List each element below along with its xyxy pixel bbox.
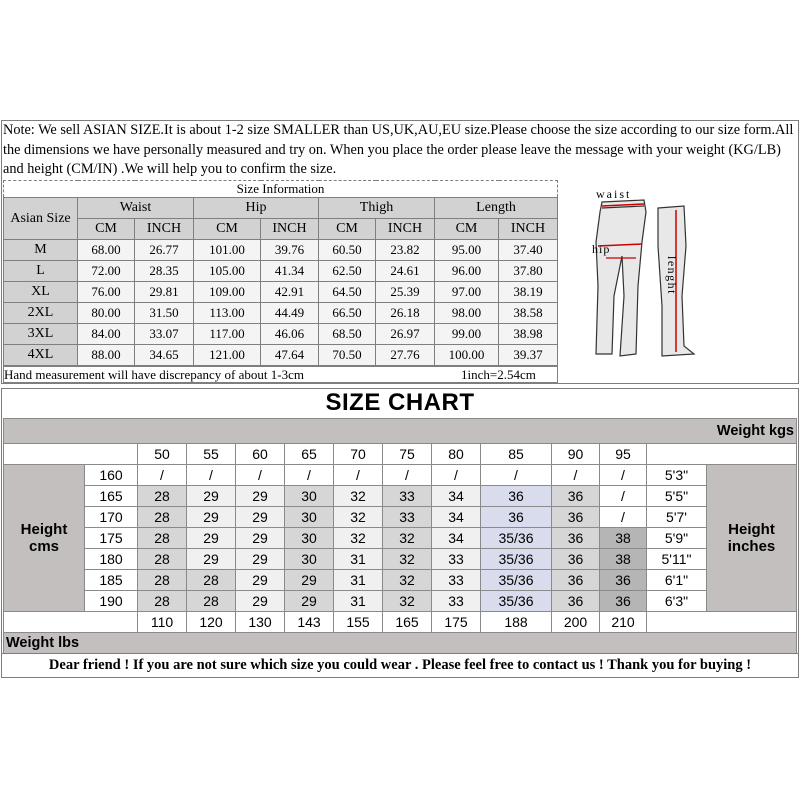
size-cell: 34 [432, 528, 481, 549]
weight-lbs-cell: 188 [481, 612, 552, 633]
size-cell: / [334, 465, 383, 486]
size-cell: / [285, 465, 334, 486]
size-value: 39.76 [261, 240, 319, 261]
weight-lbs-cell: 143 [285, 612, 334, 633]
size-value: 105.00 [194, 261, 261, 282]
weight-lbs-cell: 210 [600, 612, 647, 633]
weight-kgs-header: Weight kgs [4, 419, 797, 444]
hip-label: hip [592, 242, 611, 256]
size-cell: / [600, 465, 647, 486]
size-cell: 30 [285, 528, 334, 549]
size-cell: 28 [138, 570, 187, 591]
size-value: 72.00 [78, 261, 135, 282]
size-value: 84.00 [78, 324, 135, 345]
size-cell: 28 [138, 486, 187, 507]
size-cell: 36 [552, 486, 600, 507]
size-cell: 32 [383, 570, 432, 591]
contact-message: Dear friend ! If you are not sure which size you could wear . Please feel free to contact us ! Thank you for buying ! [1, 653, 799, 678]
size-cell: 29 [187, 486, 236, 507]
height-cm-cell: 180 [85, 549, 138, 570]
size-value: 98.00 [435, 303, 499, 324]
weight-lbs-cell: 165 [383, 612, 432, 633]
height-row [4, 570, 797, 591]
size-value: 76.00 [78, 282, 135, 303]
weight-kg-cell: 75 [383, 444, 432, 465]
size-cell: 29 [285, 591, 334, 612]
size-cell: / [383, 465, 432, 486]
size-cell: 29 [236, 549, 285, 570]
size-value: 95.00 [435, 240, 499, 261]
corner-cell [647, 612, 797, 633]
height-inch-cell: 5'5" [647, 486, 707, 507]
height-inches-label [707, 465, 797, 612]
size-cell: 29 [236, 486, 285, 507]
size-cell: 28 [138, 549, 187, 570]
size-value: 28.35 [135, 261, 194, 282]
weight-lbs-header: Weight lbs [4, 633, 797, 654]
size-value: 34.65 [135, 345, 194, 366]
size-value: 27.76 [376, 345, 435, 366]
weight-kg-cell: 85 [481, 444, 552, 465]
size-information-table [3, 180, 558, 366]
unit-header: CM [194, 219, 261, 240]
weight-kg-cell: 50 [138, 444, 187, 465]
size-label: M [4, 240, 78, 261]
size-label: 3XL [4, 324, 78, 345]
hand-measurement-note: Hand measurement will have discrepancy of about 1-3cm [4, 367, 304, 382]
size-cell: 36 [552, 549, 600, 570]
size-cell: 36 [552, 570, 600, 591]
size-value: 38.19 [499, 282, 558, 303]
size-cell: 29 [236, 570, 285, 591]
size-cell: 29 [187, 507, 236, 528]
size-cell: 31 [334, 591, 383, 612]
unit-header: CM [319, 219, 376, 240]
size-label: XL [4, 282, 78, 303]
size-row [4, 345, 558, 366]
corner-cell [4, 444, 138, 465]
size-cell: 29 [236, 528, 285, 549]
size-cell: 38 [600, 528, 647, 549]
size-value: 33.07 [135, 324, 194, 345]
inch-conversion-note: 1inch=2.54cm [461, 367, 536, 382]
size-cell: 36 [600, 591, 647, 612]
size-cell: 28 [187, 570, 236, 591]
size-cell: / [600, 486, 647, 507]
size-cell: 30 [285, 549, 334, 570]
size-cell: 36 [552, 591, 600, 612]
weight-lbs-cell: 120 [187, 612, 236, 633]
unit-header: INCH [261, 219, 319, 240]
unit-header: CM [78, 219, 135, 240]
size-value: 70.50 [319, 345, 376, 366]
size-label: 4XL [4, 345, 78, 366]
height-row [4, 465, 797, 486]
pants-measurement-diagram [566, 186, 796, 364]
size-value: 60.50 [319, 240, 376, 261]
size-cell: 35/36 [481, 570, 552, 591]
height-inch-cell: 5'3" [647, 465, 707, 486]
size-value: 47.64 [261, 345, 319, 366]
size-cell: 32 [383, 549, 432, 570]
height-cms-line1: Height [20, 521, 68, 538]
length-label: lenght [665, 256, 679, 295]
length-header: Length [435, 198, 558, 219]
size-cell: 36 [552, 528, 600, 549]
height-cm-cell: 165 [85, 486, 138, 507]
size-row [4, 303, 558, 324]
size-value: 109.00 [194, 282, 261, 303]
unit-header: INCH [135, 219, 194, 240]
size-row [4, 324, 558, 345]
size-cell: 34 [432, 507, 481, 528]
size-cell: / [236, 465, 285, 486]
size-cell: / [600, 507, 647, 528]
size-value: 121.00 [194, 345, 261, 366]
size-cell: 28 [187, 591, 236, 612]
kg-row [4, 444, 797, 465]
asian-size-header: Asian Size [4, 198, 78, 240]
height-cm-cell: 185 [85, 570, 138, 591]
size-cell: / [481, 465, 552, 486]
size-value: 39.37 [499, 345, 558, 366]
size-chart-table [3, 418, 797, 654]
size-value: 96.00 [435, 261, 499, 282]
size-cell: 35/36 [481, 591, 552, 612]
size-value: 26.18 [376, 303, 435, 324]
height-cm-cell: 175 [85, 528, 138, 549]
unit-header: INCH [376, 219, 435, 240]
size-cell: 28 [138, 591, 187, 612]
weight-lbs-cell: 155 [334, 612, 383, 633]
size-cell: 33 [383, 486, 432, 507]
size-value: 24.61 [376, 261, 435, 282]
size-cell: 31 [334, 570, 383, 591]
size-row [4, 261, 558, 282]
size-value: 101.00 [194, 240, 261, 261]
size-cell: 35/36 [481, 528, 552, 549]
size-cell: 29 [236, 507, 285, 528]
size-label: 2XL [4, 303, 78, 324]
weight-lbs-cell: 110 [138, 612, 187, 633]
size-cell: 35/36 [481, 549, 552, 570]
pants-front-icon [596, 200, 646, 356]
size-value: 100.00 [435, 345, 499, 366]
size-cell: 29 [236, 591, 285, 612]
height-row [4, 528, 797, 549]
size-cell: 32 [334, 507, 383, 528]
hip-header: Hip [194, 198, 319, 219]
size-cell: 30 [285, 486, 334, 507]
size-value: 25.39 [376, 282, 435, 303]
size-value: 64.50 [319, 282, 376, 303]
size-cell: 32 [334, 528, 383, 549]
size-cell: 32 [383, 528, 432, 549]
size-cell: 29 [187, 549, 236, 570]
size-value: 117.00 [194, 324, 261, 345]
weight-kg-cell: 60 [236, 444, 285, 465]
weight-kg-cell: 95 [600, 444, 647, 465]
height-inch-cell: 6'3" [647, 591, 707, 612]
size-value: 68.00 [78, 240, 135, 261]
size-cell: 29 [187, 528, 236, 549]
size-cell: 33 [432, 591, 481, 612]
corner-cell [4, 612, 138, 633]
size-cell: 32 [383, 591, 432, 612]
size-value: 29.81 [135, 282, 194, 303]
height-inches-line1: Height [728, 521, 775, 538]
size-cell: 31 [334, 549, 383, 570]
size-value: 38.98 [499, 324, 558, 345]
size-value: 88.00 [78, 345, 135, 366]
size-cell: 36 [481, 507, 552, 528]
size-cell: 33 [383, 507, 432, 528]
height-inch-cell: 5'9" [647, 528, 707, 549]
corner-cell [647, 444, 797, 465]
height-cms-line2: cms [28, 538, 60, 555]
unit-header: INCH [499, 219, 558, 240]
size-row [4, 282, 558, 303]
height-inch-cell: 5'7' [647, 507, 707, 528]
size-value: 23.82 [376, 240, 435, 261]
size-value: 99.00 [435, 324, 499, 345]
weight-kg-cell: 70 [334, 444, 383, 465]
weight-lbs-cell: 130 [236, 612, 285, 633]
weight-kg-cell: 65 [285, 444, 334, 465]
size-cell: 36 [481, 486, 552, 507]
height-row [4, 549, 797, 570]
size-cell: 29 [285, 570, 334, 591]
size-cell: 36 [600, 570, 647, 591]
size-value: 26.77 [135, 240, 194, 261]
height-row [4, 591, 797, 612]
size-value: 68.50 [319, 324, 376, 345]
weight-lbs-cell: 200 [552, 612, 600, 633]
height-cm-cell: 170 [85, 507, 138, 528]
height-row [4, 486, 797, 507]
size-value: 44.49 [261, 303, 319, 324]
size-value: 42.91 [261, 282, 319, 303]
height-inch-cell: 6'1" [647, 570, 707, 591]
height-cm-cell: 160 [85, 465, 138, 486]
thigh-header: Thigh [319, 198, 435, 219]
unit-header: CM [435, 219, 499, 240]
size-value: 113.00 [194, 303, 261, 324]
unit-row [4, 219, 558, 240]
size-value: 62.50 [319, 261, 376, 282]
size-value: 97.00 [435, 282, 499, 303]
size-value: 37.40 [499, 240, 558, 261]
size-cell: / [187, 465, 236, 486]
size-cell: / [552, 465, 600, 486]
size-value: 26.97 [376, 324, 435, 345]
size-value: 31.50 [135, 303, 194, 324]
size-value: 66.50 [319, 303, 376, 324]
height-inch-cell: 5'11" [647, 549, 707, 570]
size-cell: 32 [334, 486, 383, 507]
waist-header: Waist [78, 198, 194, 219]
size-row [4, 240, 558, 261]
weight-kg-cell: 55 [187, 444, 236, 465]
size-information-title: Size Information [4, 181, 558, 198]
size-cell: 33 [432, 549, 481, 570]
size-note: Note: We sell ASIAN SIZE.It is about 1-2 size SMALLER than US,UK,AU,EU size.Please choose the size according to our size form.All the dimensions we have personally measured and try on. When you place the order please leave the message with your weight (KG/LB) and height (CM/IN) .We will help you to confirm the size. [3, 122, 794, 177]
size-cell: / [138, 465, 187, 486]
size-cell: 33 [432, 570, 481, 591]
size-value: 37.80 [499, 261, 558, 282]
height-cms-label [4, 465, 85, 612]
chart-title: SIZE CHART [325, 389, 475, 416]
size-value: 46.06 [261, 324, 319, 345]
weight-kg-cell: 90 [552, 444, 600, 465]
size-cell: / [432, 465, 481, 486]
size-cell: 38 [600, 549, 647, 570]
size-cell: 28 [138, 528, 187, 549]
height-row [4, 507, 797, 528]
size-value: 80.00 [78, 303, 135, 324]
size-cell: 36 [552, 507, 600, 528]
size-cell: 28 [138, 507, 187, 528]
size-value: 38.58 [499, 303, 558, 324]
waist-label: waist [596, 187, 632, 201]
lbs-row [4, 612, 797, 633]
size-cell: 34 [432, 486, 481, 507]
size-cell: 30 [285, 507, 334, 528]
height-inches-line2: inches [727, 538, 776, 555]
weight-lbs-cell: 175 [432, 612, 481, 633]
height-cm-cell: 190 [85, 591, 138, 612]
size-label: L [4, 261, 78, 282]
weight-kg-cell: 80 [432, 444, 481, 465]
size-value: 41.34 [261, 261, 319, 282]
